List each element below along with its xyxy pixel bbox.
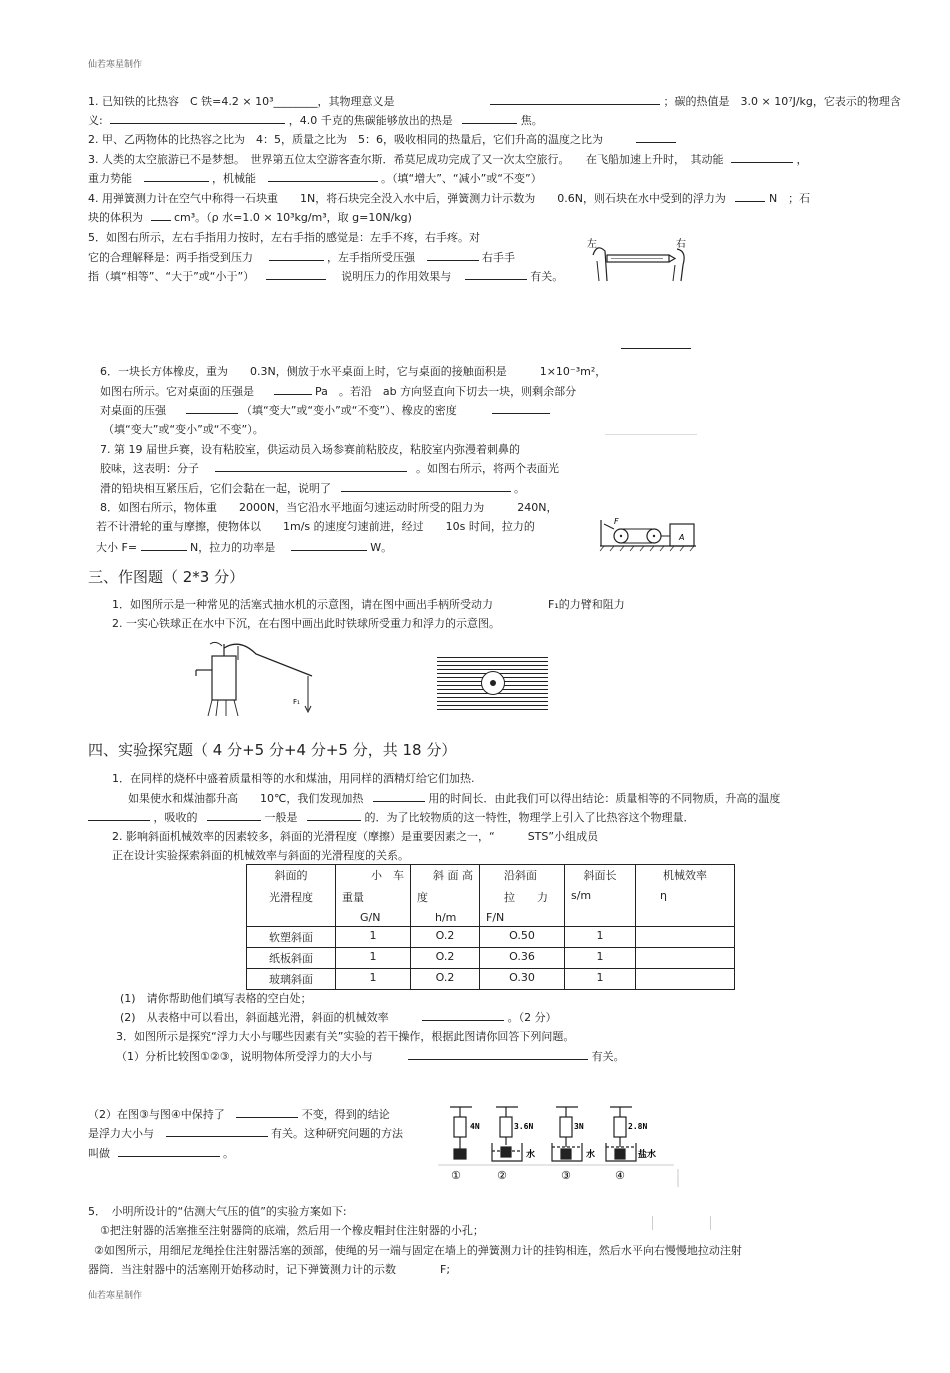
q5-blank-force[interactable] bbox=[269, 249, 324, 261]
q6-line2 bbox=[100, 383, 576, 399]
exp2-q2 bbox=[120, 1009, 557, 1025]
q8-text-c: 大小 F= bbox=[96, 541, 138, 554]
exp2-q1: (1) 请你帮助他们填写表格的空白处； bbox=[120, 992, 312, 1005]
q7-text-d: 滑的铅块相互紧压后，它们会黏在一起，说明了 bbox=[100, 482, 331, 495]
exp2-text-q2b: 。（2 分） bbox=[507, 1011, 557, 1024]
exp1-line2 bbox=[128, 790, 780, 806]
exp2-blank-efficiency[interactable] bbox=[422, 1009, 504, 1021]
q2-line bbox=[88, 131, 676, 147]
faint-rule bbox=[605, 434, 697, 435]
exp3-line4 bbox=[88, 1125, 403, 1141]
faint-mark bbox=[710, 1216, 711, 1230]
exp1-blank-temp[interactable] bbox=[88, 809, 150, 821]
pulley-F-label: F bbox=[614, 517, 619, 526]
exp3-blank-related[interactable] bbox=[408, 1048, 588, 1060]
pump-F1-label: F₁ bbox=[293, 698, 300, 706]
q2-blank[interactable] bbox=[636, 131, 676, 143]
exp5-line4: 器筒．当注射器中的活塞刚开始移动时，记下弹簧测力计的示数 F; bbox=[88, 1263, 451, 1276]
fig-num-2: ② bbox=[497, 1169, 507, 1182]
exp3-line1: 3．如图所示是探究“浮力大小与哪些因素有关”实验的若干操作，根据此图请你回答下列问题。 bbox=[116, 1030, 575, 1043]
cell-force: O.30 bbox=[480, 969, 565, 990]
exp1-blank-absorbed[interactable] bbox=[207, 809, 261, 821]
q1-blank-heat[interactable] bbox=[462, 112, 517, 124]
th-length: 斜面长 s/m bbox=[565, 865, 636, 927]
q6-line4: （填“变大”或“变小”或“不变”）。 bbox=[103, 423, 264, 436]
exp3-blank-constant[interactable] bbox=[236, 1106, 298, 1118]
q5-line1: 5．如图右所示，左右手指用力按时，左右手指的感觉是：左手不疼，右手疼。对 bbox=[88, 231, 480, 244]
q7-text-b: 胶味，这表明：分子 bbox=[100, 462, 199, 475]
q5-text-b: 它的合理解释是：两手指受到压力 bbox=[88, 251, 253, 264]
setup-2 bbox=[492, 1107, 522, 1161]
q3-text-c: ，机械能 bbox=[212, 172, 256, 185]
q4-text-a: 4. 用弹簧测力计在空气中称得一石块重 1N，将石块完全没入水中后，弹簧测力计示数为 0.6N，则石块在水中受到的浮力为 bbox=[88, 192, 726, 205]
q3-line1: 3. 人类的太空旅游已不是梦想。 世界第五位太空游客查尔斯．希莫尼成功完成了又一次太空旅行。 在飞船加速上升时， 其动能 ， bbox=[88, 153, 808, 166]
setup-3 bbox=[552, 1107, 582, 1161]
th-smoothness: 斜面的 光滑程度 bbox=[247, 865, 336, 927]
q8-blank-force[interactable] bbox=[141, 539, 187, 551]
exp1-blank-different[interactable] bbox=[307, 809, 361, 821]
q5-text-e: 指（填“相等”、“大于”或“小于”） bbox=[88, 270, 255, 283]
fig-num-1: ① bbox=[451, 1169, 461, 1182]
fig-num-4: ④ bbox=[615, 1169, 625, 1182]
draw-q1: 1．如图所示是一种常见的活塞式抽水机的示意图，请在图中画出手柄所受动力 F₁的力臂和阻力 bbox=[112, 598, 625, 611]
reading-1: 4N bbox=[470, 1122, 480, 1131]
cell-weight: 1 bbox=[336, 927, 411, 948]
cell-height: O.2 bbox=[411, 969, 480, 990]
exp1-blank-longer[interactable] bbox=[373, 790, 425, 802]
draw-q2: 2. 一实心铁球正在水中下沉，在右图中画出此时铁球所受重力和浮力的示意图。 bbox=[112, 617, 500, 630]
q7-text-c: 。如图右所示，将两个表面光 bbox=[416, 462, 559, 475]
table-row bbox=[247, 927, 735, 948]
exp1-text-c: 用的时间长．由此我们可以得出结论：质量相等的不同物质，升高的温度 bbox=[428, 792, 781, 805]
iron-ball-figure bbox=[437, 654, 548, 711]
q7-blank-molecule[interactable] bbox=[215, 460, 407, 472]
q6-text-c: Pa 。若沿 ab 方向竖直向下切去一块，则剩余部分 bbox=[315, 385, 577, 398]
q8-line1: 8．如图右所示，物体重 2000N，当它沿水平地面匀速运动时所受的阻力为 240N， bbox=[100, 501, 558, 514]
cell-length: 1 bbox=[565, 927, 636, 948]
exp3-line2 bbox=[116, 1048, 625, 1064]
exp1-text-f: 的．为了比较物质的这一特性，物理学上引入了比热容这个物理量． bbox=[364, 811, 695, 824]
q1-text-b: ；碳的热值是 3.0 × 10⁷J/kg，它表示的物理含 bbox=[663, 95, 901, 108]
q7-blank-shows[interactable] bbox=[341, 480, 511, 492]
q6-line3 bbox=[100, 402, 550, 418]
q3-text-b: 重力势能 bbox=[88, 172, 132, 185]
q8-text-d: N，拉力的功率是 bbox=[190, 541, 276, 554]
q1-blank-meaning2[interactable] bbox=[110, 112, 285, 124]
q1-blank-meaning[interactable] bbox=[490, 93, 660, 105]
section-4-title: 四、实验探究题（ 4 分+5 分+4 分+5 分，共 18 分） bbox=[88, 741, 457, 759]
q1-text-c: 义: bbox=[88, 114, 103, 127]
q4-blank-buoyancy[interactable] bbox=[735, 190, 765, 202]
q5-line3 bbox=[88, 268, 563, 284]
exp3-text-d: （2）在图③与图④中保持了 bbox=[88, 1108, 225, 1121]
beaker-label-1: 水 bbox=[526, 1150, 536, 1160]
cell-efficiency[interactable] bbox=[636, 969, 735, 990]
q5-blank-pressure[interactable] bbox=[427, 249, 479, 261]
q6-text-b: 如图右所示。它对桌面的压强是 bbox=[100, 385, 254, 398]
setup-4 bbox=[606, 1107, 636, 1161]
q7-line1: 7. 第 19 届世乒赛，设有粘胶室，供运动员入场参赛前粘胶皮，粘胶室内弥漫着刺鼻的 bbox=[100, 443, 520, 456]
exp3-blank-factor[interactable] bbox=[166, 1125, 268, 1137]
table-row bbox=[247, 948, 735, 969]
cell-surface: 纸板斜面 bbox=[247, 948, 336, 969]
buoyancy-experiment-figure bbox=[438, 1103, 688, 1187]
q6-line1: 6．一块长方体橡皮，重为 0.3N，侧放于水平桌面上时，它与桌面的接触面积是 1×10⁻³m²， bbox=[100, 365, 607, 378]
cell-weight: 1 bbox=[336, 948, 411, 969]
q4-text-c: 块的体积为 bbox=[88, 211, 143, 224]
q4-line2 bbox=[88, 209, 412, 225]
q7-line3: 滑的铅块相互紧压后，它们会黏在一起，说明了 。 bbox=[100, 482, 525, 495]
exp3-text-i: 。 bbox=[223, 1147, 234, 1160]
q8-text-e: W。 bbox=[370, 541, 393, 554]
exp3-line5 bbox=[88, 1145, 234, 1161]
exp1-text-b: 如果使水和煤油都升高 10℃，我们发现加热 bbox=[128, 792, 364, 805]
pump-figure bbox=[190, 640, 325, 718]
q1-text-a: 1. 已知铁的比热容 C 铁=4.2 × 10³________，其物理意义是 bbox=[88, 95, 395, 108]
th-weight: 小 车 重量 G/N bbox=[336, 865, 411, 927]
exp1-line3 bbox=[88, 809, 695, 825]
pulley-A-label: A bbox=[679, 533, 685, 542]
q2-text: 2. 甲、乙两物体的比热容之比为 4：5，质量之比为 5：6，吸收相同的热量后，它们升高的温度之比为 bbox=[88, 133, 603, 146]
q6-blank-change[interactable] bbox=[186, 402, 238, 414]
q8-line3 bbox=[96, 539, 392, 555]
fingers-pencil-figure bbox=[583, 235, 693, 285]
q3-blank-kinetic[interactable] bbox=[731, 151, 793, 163]
cell-efficiency[interactable] bbox=[636, 927, 735, 948]
beaker-label-3: 盐水 bbox=[638, 1150, 657, 1160]
exp3-blank-method[interactable] bbox=[118, 1145, 220, 1157]
q1-line2 bbox=[88, 112, 543, 128]
q6-text-e: （填“变大”或“变小”或“不变”）、橡皮的密度 bbox=[241, 404, 457, 417]
exp2-text-q2a: (2) 从表格中可以看出，斜面越光滑，斜面的机械效率 bbox=[120, 1011, 389, 1024]
q8-line2: 若不计滑轮的重与摩擦，使物体以 1m/s 的速度匀速前进，经过 10s 时间，拉力的 bbox=[96, 520, 535, 533]
cell-surface: 玻璃斜面 bbox=[247, 969, 336, 990]
iron-ball bbox=[481, 671, 505, 695]
th-pull-force: 沿斜面 拉 力 F/N bbox=[480, 865, 565, 927]
q5-line2 bbox=[88, 249, 515, 265]
th-height: 斜 面 高 度 h/m bbox=[411, 865, 480, 927]
q5-blank-compare[interactable] bbox=[266, 268, 326, 280]
fig-right-label: 右 bbox=[676, 239, 686, 250]
cell-height: O.2 bbox=[411, 927, 480, 948]
table-header-row bbox=[247, 865, 735, 927]
th-efficiency: 机械效率 η bbox=[636, 865, 735, 927]
exp3-text-c: 有关。 bbox=[591, 1050, 625, 1063]
q4-text-b: N ；石 bbox=[768, 192, 811, 205]
q5-text-c: ，左手指所受压强 bbox=[327, 251, 415, 264]
exp1-text-e: 一般是 bbox=[264, 811, 298, 824]
incline-efficiency-table bbox=[246, 864, 735, 990]
exp3-text-e: 不变，得到的结论 bbox=[301, 1108, 390, 1121]
q3-blank-mechanical[interactable] bbox=[268, 170, 378, 182]
cell-length: 1 bbox=[565, 969, 636, 990]
q5-blank-effect[interactable] bbox=[465, 268, 527, 280]
q5-text-g: 有关。 bbox=[530, 270, 564, 283]
exp5-line2: ①把注射器的活塞推至注射器筒的底端，然后用一个橡皮帽封住注射器的小孔； bbox=[100, 1224, 484, 1237]
q1-text-e: 焦。 bbox=[520, 114, 543, 127]
cell-force: O.36 bbox=[480, 948, 565, 969]
q1-text-d: ，4.0 千克的焦碳能够放出的热是 bbox=[288, 114, 453, 127]
exp3-text-f: 是浮力大小与 bbox=[88, 1127, 154, 1140]
q5-text-d: 右手手 bbox=[482, 251, 515, 264]
pulley-figure bbox=[596, 514, 700, 552]
page-footer: 仙若寒星制作 bbox=[88, 1291, 143, 1301]
q4-text-d: cm³。（ρ 水=1.0 × 10³kg/m³，取 g=10N/kg) bbox=[174, 211, 412, 224]
q6-blank-pressure[interactable] bbox=[274, 383, 312, 395]
q5-text-f: 说明压力的作用效果与 bbox=[341, 270, 452, 283]
q1-line1 bbox=[88, 93, 901, 109]
setup-1 bbox=[450, 1107, 472, 1159]
exp1-text-d: ，吸收的 bbox=[153, 811, 198, 824]
exp2-line1: 2. 影响斜面机械效率的因素较多，斜面的光滑程度（摩擦）是重要因素之一，“ STS”小组成员 bbox=[112, 830, 599, 843]
cell-force: O.50 bbox=[480, 927, 565, 948]
q3-line2 bbox=[88, 170, 542, 186]
beaker-label-2: 水 bbox=[586, 1150, 596, 1160]
cell-length: 1 bbox=[565, 948, 636, 969]
cell-height: O.2 bbox=[411, 948, 480, 969]
exp5-line3: ②如图所示，用细尼龙绳拴住注射器活塞的颈部，使绳的另一端与固定在墙上的弹簧测力计的挂钩相连，然后水平向右慢慢地拉动注射 bbox=[94, 1244, 742, 1257]
exp3-text-h: 叫做 bbox=[88, 1147, 110, 1160]
cell-efficiency[interactable] bbox=[636, 948, 735, 969]
exp3-line3 bbox=[88, 1106, 390, 1122]
exp1-line1: 1．在同样的烧杯中盛着质量相等的水和煤油，用同样的酒精灯给它们加热. bbox=[112, 772, 475, 785]
page-header: 仙若寒星制作 bbox=[88, 60, 143, 70]
q6-blank-density[interactable] bbox=[492, 402, 550, 414]
q3-blank-potential[interactable] bbox=[144, 170, 209, 182]
q3-text-a: 3. 人类的太空旅游已不是梦想。 世界第五位太空游客查尔斯．希莫尼成功完成了又一次太空旅行。 在飞船加速上升时， 其动能 bbox=[88, 153, 724, 166]
q4-line1 bbox=[88, 190, 810, 206]
q6-text-d: 对桌面的压强 bbox=[100, 404, 166, 417]
faint-mark bbox=[652, 1216, 653, 1230]
fig-left-label: 左 bbox=[587, 239, 597, 250]
fig-num-3: ③ bbox=[561, 1169, 571, 1182]
stray-rule bbox=[621, 348, 691, 349]
q8-blank-power[interactable] bbox=[291, 539, 367, 551]
cell-weight: 1 bbox=[336, 969, 411, 990]
exp3-text-b: （1）分析比较图①②③，说明物体所受浮力的大小与 bbox=[116, 1050, 373, 1063]
reading-4: 2.8N bbox=[628, 1122, 648, 1131]
exp5-line1: 5． 小明所设计的“估测大气压的值”的实验方案如下: bbox=[88, 1205, 347, 1218]
reading-3: 3N bbox=[574, 1122, 584, 1131]
section-3-title: 三、作图题（ 2*3 分） bbox=[88, 568, 245, 586]
q7-line2 bbox=[100, 460, 559, 476]
table-row bbox=[247, 969, 735, 990]
q4-blank-volume[interactable] bbox=[151, 209, 171, 221]
reading-2: 3.6N bbox=[514, 1122, 534, 1131]
exp2-line2: 正在设计实验探索斜面的机械效率与斜面的光滑程度的关系。 bbox=[112, 849, 409, 862]
exp3-text-g: 有关。这种研究问题的方法 bbox=[271, 1127, 403, 1140]
q3-text-d: 。（填“增大”、“减小”或“不变”） bbox=[381, 172, 542, 185]
cell-surface: 软塑斜面 bbox=[247, 927, 336, 948]
